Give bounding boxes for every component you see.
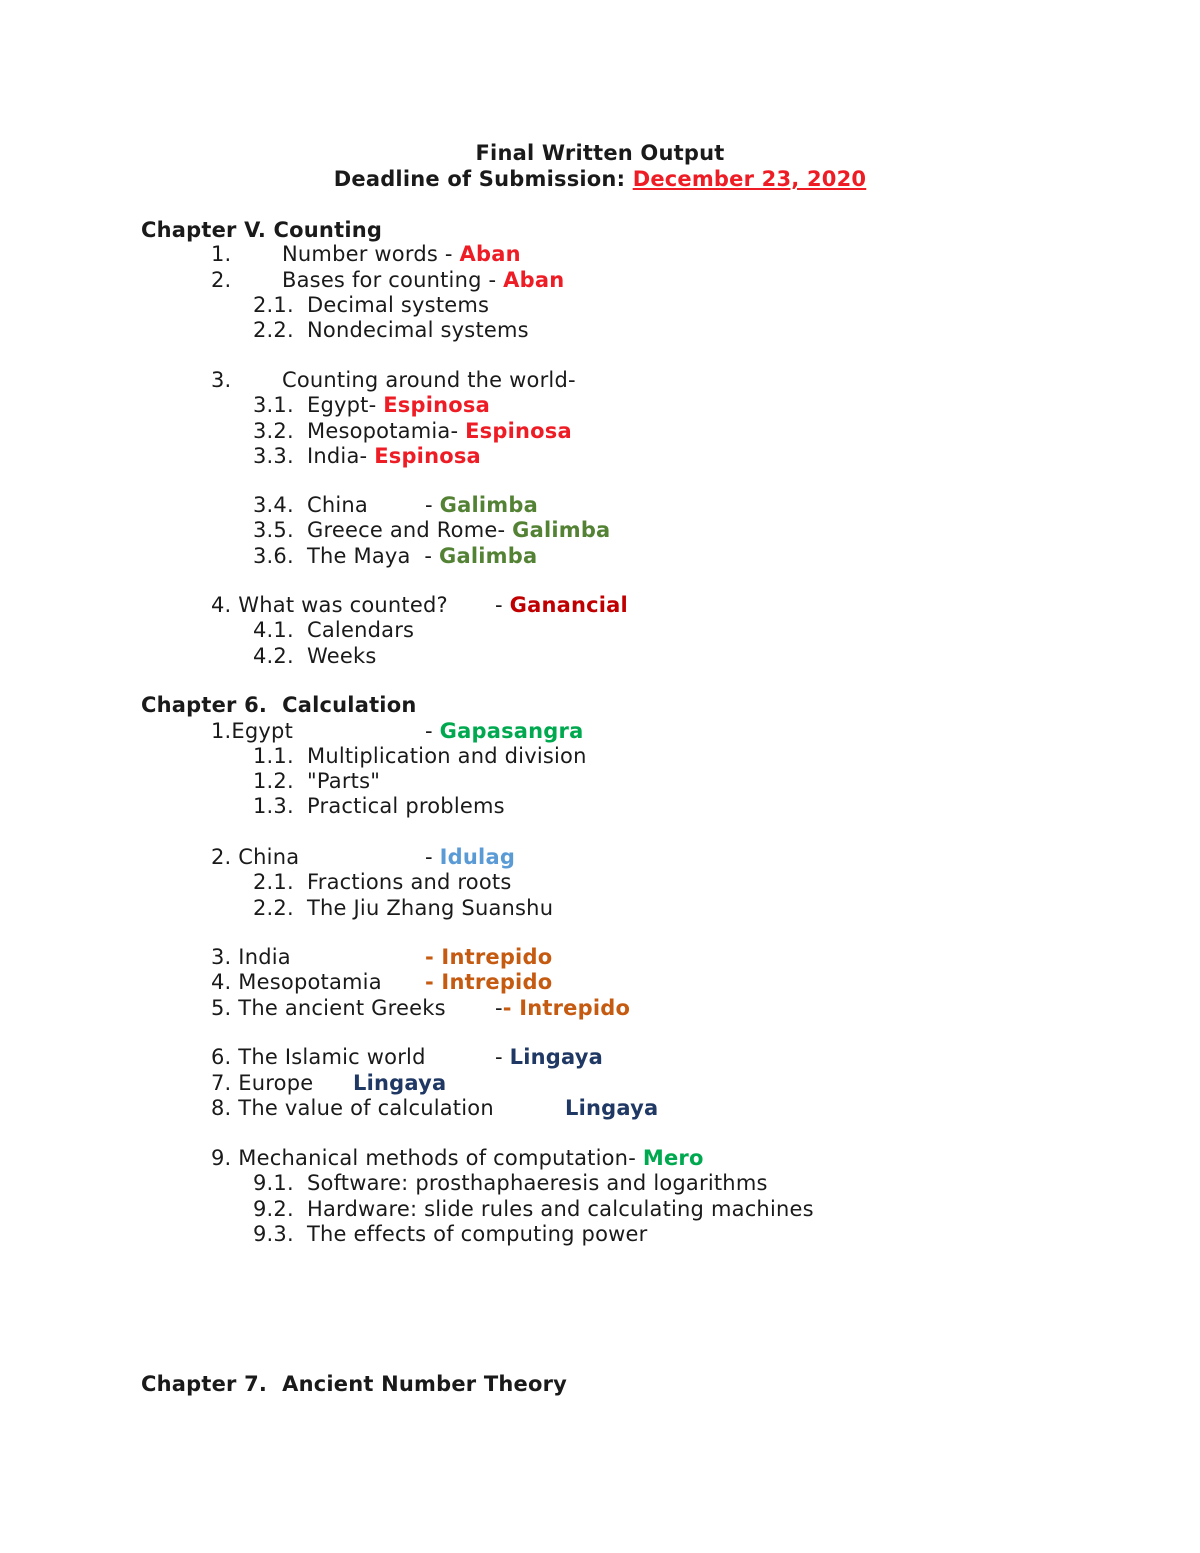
ch5-item-1 — [282, 242, 521, 267]
dash: - — [495, 996, 503, 1020]
ch6-item-1: 1.Egypt — [211, 719, 294, 743]
ch5-item-2-2: Nondecimal systems — [307, 318, 529, 342]
ch6-item-6: 6. The Islamic world — [211, 1045, 426, 1069]
deadline-date: December 23, 2020 — [632, 167, 867, 191]
ch6-item-7: 7. Europe — [211, 1071, 314, 1095]
ch5-item-2-2-num: 2.2. — [253, 318, 294, 342]
dash: - — [425, 719, 440, 743]
assignee-name: Espinosa — [383, 393, 490, 417]
assignee-name: Ganancial — [509, 593, 628, 617]
ch6-item-7-assignee: Lingaya — [353, 1071, 447, 1095]
ch5-item-3-4-assignee — [425, 493, 538, 518]
ch6-item-5: 5. The ancient Greeks — [211, 996, 446, 1020]
assignee-name: Galimba — [439, 493, 538, 517]
item-text: Greece and Rome- — [307, 518, 513, 542]
ch6-item-1-2: "Parts" — [307, 769, 381, 793]
ch5-item-4-assignee — [495, 593, 628, 618]
ch6-item-2-1: Fractions and roots — [307, 870, 512, 894]
chapter-7-heading: Chapter 7. Ancient Number Theory — [141, 1372, 568, 1396]
ch6-item-9-3-num: 9.3. — [253, 1222, 294, 1246]
assignee-name: Espinosa — [465, 419, 572, 443]
ch5-item-4: 4. What was counted? — [211, 593, 448, 617]
ch5-item-3-3-num: 3.3. — [253, 444, 294, 468]
ch6-item-3-assignee: - Intrepido — [425, 945, 553, 969]
ch6-item-2-1-num: 2.1. — [253, 870, 294, 894]
ch5-item-3-num: 3. — [211, 368, 232, 392]
dash: - — [425, 845, 440, 869]
ch5-item-2-1: Decimal systems — [307, 293, 490, 317]
assignee-name: Gapasangra — [439, 719, 584, 743]
ch6-item-1-3: Practical problems — [307, 794, 505, 818]
ch6-item-9-2: Hardware: slide rules and calculating machines — [307, 1197, 814, 1221]
ch6-item-4-assignee: - Intrepido — [425, 970, 553, 994]
ch5-item-4-2: Weeks — [307, 644, 377, 668]
assignee-name: - Intrepido — [502, 996, 631, 1020]
deadline-label: Deadline of Submission: — [333, 167, 633, 191]
item-text: 9. Mechanical methods of computation- — [211, 1146, 643, 1170]
ch5-item-2 — [282, 268, 564, 293]
ch6-item-9 — [211, 1146, 704, 1171]
ch6-item-4: 4. Mesopotamia — [211, 970, 382, 994]
ch6-item-5-assignee — [495, 996, 630, 1021]
ch6-item-9-3: The effects of computing power — [307, 1222, 648, 1246]
item-text: Number words - — [282, 242, 460, 266]
ch6-item-1-1-num: 1.1. — [253, 744, 294, 768]
ch5-item-3-5-num: 3.5. — [253, 518, 294, 542]
assignee-name: Aban — [459, 242, 521, 266]
assignee-name: Idulag — [439, 845, 516, 869]
ch5-item-3-2-num: 3.2. — [253, 419, 294, 443]
dash: - — [425, 493, 440, 517]
ch5-item-3-4: China — [307, 493, 368, 517]
assignee-name: Lingaya — [509, 1045, 604, 1069]
ch5-item-2-1-num: 2.1. — [253, 293, 294, 317]
item-text: The Maya - — [307, 544, 440, 568]
dash: - — [495, 593, 510, 617]
ch5-item-3-1-num: 3.1. — [253, 393, 294, 417]
ch6-item-2-assignee — [425, 845, 515, 870]
dash: - — [495, 1045, 510, 1069]
assignee-name: Galimba — [439, 544, 538, 568]
assignee-name: Aban — [503, 268, 565, 292]
ch6-item-6-assignee — [495, 1045, 603, 1070]
deadline-line — [0, 167, 1200, 192]
ch6-item-8: 8. The value of calculation — [211, 1096, 494, 1120]
ch5-item-1-num: 1. — [211, 242, 232, 266]
chapter-6-heading: Chapter 6. Calculation — [141, 693, 417, 717]
ch6-item-1-assignee — [425, 719, 583, 744]
ch5-item-3-1 — [307, 393, 490, 418]
ch5-item-4-2-num: 4.2. — [253, 644, 294, 668]
ch5-item-3-6-num: 3.6. — [253, 544, 294, 568]
ch6-item-3: 3. India — [211, 945, 291, 969]
ch5-item-4-1-num: 4.1. — [253, 618, 294, 642]
ch6-item-9-1: Software: prosthaphaeresis and logarithms — [307, 1171, 768, 1195]
item-text: India- — [307, 444, 375, 468]
ch5-item-2-num: 2. — [211, 268, 232, 292]
ch6-item-1-2-num: 1.2. — [253, 769, 294, 793]
ch6-item-2-2: The Jiu Zhang Suanshu — [307, 896, 554, 920]
chapter-5-heading: Chapter V. Counting — [141, 218, 383, 242]
assignee-name: Mero — [642, 1146, 704, 1170]
ch6-item-1-1: Multiplication and division — [307, 744, 587, 768]
ch5-item-3-3 — [307, 444, 481, 469]
item-text: Mesopotamia- — [307, 419, 466, 443]
assignee-name: Galimba — [512, 518, 611, 542]
ch5-item-3-5 — [307, 518, 610, 543]
ch6-item-2: 2. China — [211, 845, 300, 869]
item-text: Bases for counting - — [282, 268, 504, 292]
ch5-item-3-2 — [307, 419, 572, 444]
document-title: Final Written Output — [475, 141, 725, 165]
ch5-item-3-4-num: 3.4. — [253, 493, 294, 517]
item-text: Egypt- — [307, 393, 384, 417]
ch5-item-3-6 — [307, 544, 537, 569]
ch6-item-1-3-num: 1.3. — [253, 794, 294, 818]
ch6-item-9-2-num: 9.2. — [253, 1197, 294, 1221]
ch6-item-8-assignee: Lingaya — [565, 1096, 659, 1120]
assignee-name: Espinosa — [374, 444, 481, 468]
ch5-item-4-1: Calendars — [307, 618, 415, 642]
ch5-item-3: Counting around the world- — [282, 368, 576, 392]
ch6-item-9-1-num: 9.1. — [253, 1171, 294, 1195]
ch6-item-2-2-num: 2.2. — [253, 896, 294, 920]
